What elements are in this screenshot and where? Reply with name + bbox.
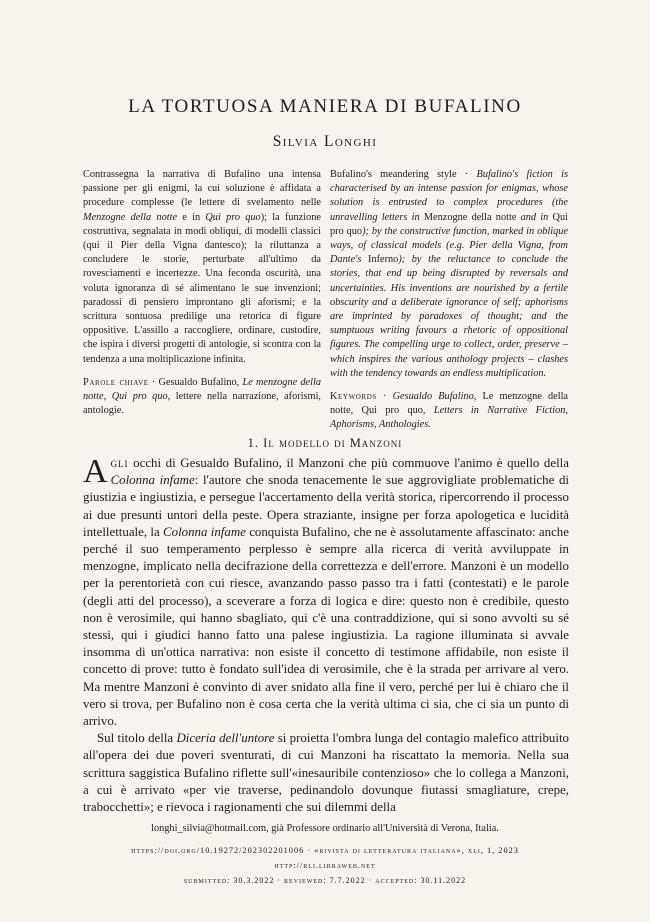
body-paragraph: Sul titolo della Diceria dell'untore si proietta l'ombra lunga del contagio malefico attribuito all'opera dei due poveri sventurati, di cui Manzoni ha riscattato la memoria. Nella sua scrittura saggistica Bufalino riflette sull'«inesauribile contenzioso» che lo collega a Manzoni, a cui è arrivato «per vie traverse, pedinandolo dovunque fiutassi smagliature, crepe, trabocchetti»; e rievoca i ragionamenti che sui dilemmi della xyxy=(83,731,569,815)
journal-url[interactable]: http://rli.libraweb.net xyxy=(274,861,376,870)
abstract-italian-text: Contrassegna la narrativa di Bufalino una intensa passione per gli enigmi, la cui soluzione è affidata a procedure complesse (le lettere di svelamento nelle Menzogne della notte e in Qui pro quo); la funzione costruttiva, segnalata in modi obliqui, di modelli classici (qui il Pier della Vigna dantesco); la riluttanza a concludere le storie, perturbate all'ultimo da rovesciamenti e incertezze. Una feconda oscurità, una voluta ignoranza di sé alimentano le sue invenzioni; paradossi di pensiero improntano gli aforismi; e la scrittura sontuosa predilige una retorica di figure oppositive. L'assillo a raccogliere, ordinare, custodire, che ispira i diversi progetti di antologie, si scontra con la tendenza a una moltiplicazione infinita. xyxy=(83,169,321,365)
abstract-italian xyxy=(83,168,321,418)
drop-cap: A xyxy=(83,453,108,490)
section-number: 1. xyxy=(247,436,260,450)
section-title: Il modello di Manzoni xyxy=(263,436,403,450)
section-heading xyxy=(0,436,650,451)
article-author: Silvia Longhi xyxy=(272,133,378,150)
abstract-english-text: Bufalino's meandering style · Bufalino's fiction is characterised by an intense passion for enigmas, whose solution is entrusted to complex procedures (the unravelling letters in Menzogne della notte and in Qui pro quo); by the constructive function, marked in oblique ways, of classical models (e.g. Pier della Vigna, from Dante's Inferno); by the reluctance to conclude the stories, that end up being disrupted by reversals and uncertainties. His inventions are nourished by a fertile obscurity and a deliberate ignorance of self; aphorisms are imprinted by paradoxes of thought; and the sumptuous writing favours a rhetoric of oppositional figures. The compelling urge to collect, order, preserve – which inspires the various anthology projects – clashes with the tendency towards an endless multiplication. xyxy=(330,169,568,379)
body-text xyxy=(83,455,569,816)
author-contact: longhi_silvia@hotmail.com, già Professore ordinario all'Università di Verona, Italia. xyxy=(151,823,499,834)
abstract-italian-keywords: Parole chiave · Gesualdo Bufalino, Le menzogne della notte, Qui pro quo, lettere nella narrazione, aforismi, antologie. xyxy=(83,376,322,417)
abstract-english xyxy=(330,168,568,433)
abstract-english-keywords: Keywords · Gesualdo Bufalino, Le menzogne della notte, Qui pro quo, Letters in Narrative Fiction, Aphorisms, Anthologies. xyxy=(330,391,568,431)
body-paragraph: Agli occhi di Gesualdo Bufalino, il Manzoni che più commuove l'animo è quello della Colonna infame: l'autore che snoda tenacemente le sue aggrovigliate problematiche di giustizia e ingiustizia, e persegue l'accertamento della verità storica, ripercorrendo il processo ai due presunti untori della peste. Opera straziante, insigne per forza apologetica e lucidità intellettuale, la Colonna infame conquista Bufalino, che ne è assolutamente affascinato: anche perché il suo temperamento perplesso è sempre alla ricerca di verità avviluppate in menzogne, implicato nella decifrazione della correttezza e dell'errore. Manzoni è un modello per la perentorietà con cui riesce, avanzando passo passo tra i fatti (contestati) e le parole (degli atti del processo), a sceverare a forza di logica e dire: questo non è credibile, questo non è verosimile, qui hanno sbagliato, qui c'è una contraddizione, qui si sono avvolti su sé stessi, qui i giudici hanno fatto una palese ingiustizia. La ragione illuminata si avvale insomma di un'ottica narrativa: non esiste il concetto di testimone affidabile, non esiste il concetto di prove: tutto è fondato sull'idea di verosimile, che è la strada per arrivare al vero. Ma mentre Manzoni è convinto di aver snidato alla fine il vero, perché per lui è chiaro che il vero si trova, per Bufalino non è cosa certa che la verità ultima ci sia, che ci sia un punto di arrivo. xyxy=(83,453,569,729)
submission-dates: submitted: 30.3.2022 · reviewed: 7.7.2022 · accepted: 30.11.2022 xyxy=(183,876,467,885)
article-title: LA TORTUOSA MANIERA DI BUFALINO xyxy=(128,96,522,117)
doi-line[interactable]: https://doi.org/10.19272/202302201006 · «rivista di letteratura italiana», xli, 1, 2023 xyxy=(131,846,519,855)
